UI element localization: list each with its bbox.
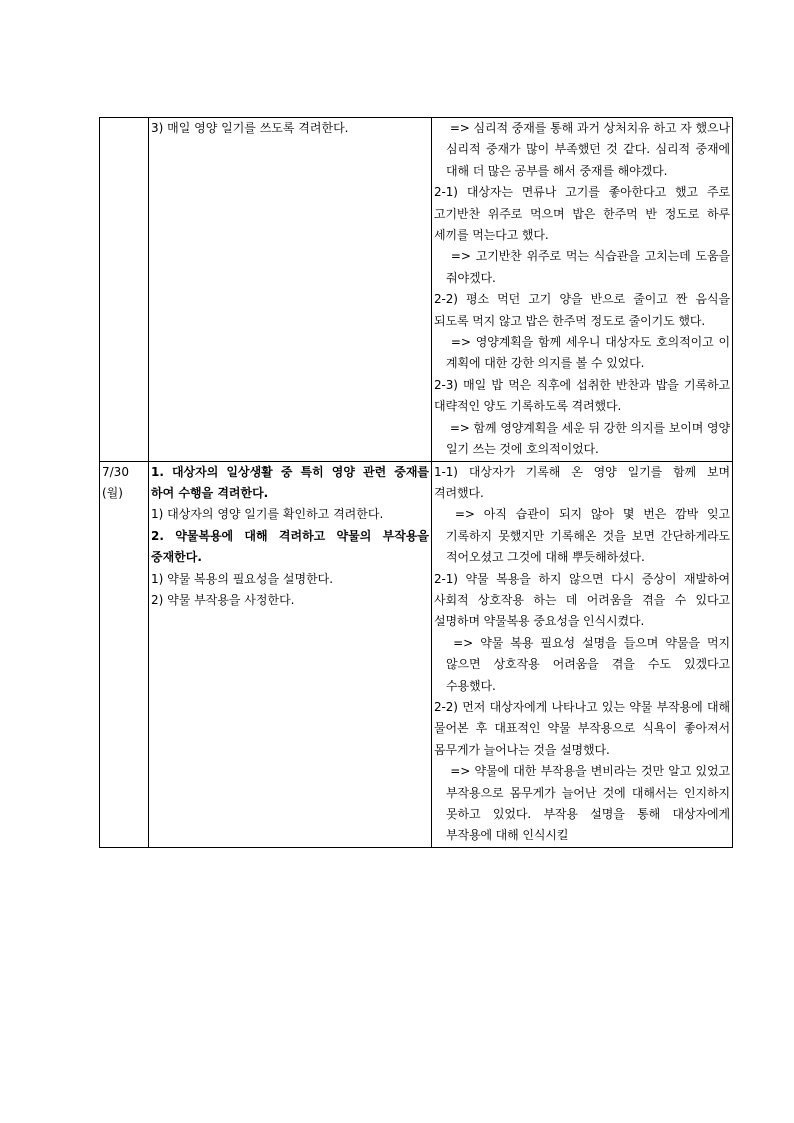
evaluation-cell — [432, 118, 733, 462]
date-text: 7/30 — [102, 464, 129, 479]
day-text: (월) — [102, 485, 123, 500]
evaluation-item: 2-3) 매일 밥 먹은 직후에 섭취한 반찬과 밥을 기록하고 대략적인 양도 기록하도록 격려했다. — [434, 377, 734, 414]
plan-item: 1) 약물 복용의 필요성을 설명한다. — [151, 571, 334, 586]
plan-cell — [149, 118, 432, 462]
evaluation-cell — [432, 461, 733, 847]
evaluation-item: 2-2) 먼저 대상자에게 나타나고 있는 약물 부작용에 대해 물어본 후 대표적인 약물 부작용으로 식욕이 좋아져서 몸무게가 늘어나는 것을 설명했다. — [434, 699, 734, 757]
evaluation-note: => 영양계획을 함께 세우니 대상자도 호의적이고 이 계획에 대한 강한 의지를 볼 수 있었다. — [446, 335, 734, 371]
evaluation-note: => 함께 영양계획을 세운 뒤 강한 의지를 보이며 영양 일기 쓰는 것에 호의적이었다. — [446, 420, 734, 457]
plan-goal: 2. 약물복용에 대해 격려하고 약물의 부작용을 중재한다. — [151, 528, 434, 565]
table-row — [100, 118, 733, 462]
evaluation-note: => 약물 복용 필요성 설명을 들으며 약물을 먹지 않으면 상호작용 어려움을 겪을 수도 있겠다고 수용했다. — [446, 635, 734, 693]
care-plan-body — [100, 118, 733, 848]
evaluation-item: 2-1) 약물 복용을 하지 않으면 다시 증상이 재발하여 사회적 상호작용 하는 데 어려움을 겪을 수 있다고 설명하며 약물복용 중요성을 인식시켰다. — [434, 571, 734, 629]
plan-goal: 1. 대상자의 일상생활 중 특히 영양 관련 중재를 하여 수행을 격려한다. — [151, 464, 434, 500]
evaluation-item: 2-1) 대상자는 면류나 고기를 좋아한다고 했고 주로 고기반찬 위주로 먹으며 밥은 한주먹 반 정도로 하루 세끼를 먹는다고 했다. — [434, 185, 734, 243]
evaluation-note: => 고기반찬 위주로 먹는 식습관을 고치는데 도움을 줘야겠다. — [446, 249, 734, 285]
plan-item: 1) 대상자의 영양 일기를 확인하고 격려한다. — [151, 507, 384, 522]
evaluation-note: => 약물에 대한 부작용을 변비라는 것만 알고 있었고 부작용으로 몸무게가 늘어난 것에 대해서는 인지하지 못하고 있었다. 부작용 설명을 통해 대상자에게 부작용에 대해 인식시킬 — [446, 764, 734, 843]
table-row — [100, 461, 733, 847]
plan-cell — [149, 461, 432, 847]
evaluation-note: => 아직 습관이 되지 않아 몇 번은 깜박 잊고 기록하지 못했지만 기록해온 것을 보면 간단하게라도 적어오셨고 그것에 대해 뿌듯해하셨다. — [446, 507, 734, 565]
date-cell — [100, 118, 149, 462]
evaluation-item: 2-2) 평소 먹던 고기 양을 반으로 줄이고 짠 음식을 되도록 먹지 않고 밥은 한주먹 정도로 줄이기도 했다. — [434, 292, 734, 328]
evaluation-item: 1-1) 대상자가 기록해 온 영양 일기를 함께 보며 격려했다. — [434, 464, 734, 500]
date-cell — [100, 461, 149, 847]
plan-item: 3) 매일 영양 일기를 쓰도록 격려한다. — [151, 121, 349, 135]
plan-item: 2) 약물 부작용을 사정한다. — [151, 592, 295, 607]
care-plan-table — [99, 117, 733, 848]
evaluation-note: => 심리적 중재를 통해 과거 상처치유 하고 자 했으나 심리적 중재가 많이 부족했던 것 같다. 심리적 중재에 대해 더 많은 공부를 해서 중재를 해야겠다. — [446, 121, 734, 178]
